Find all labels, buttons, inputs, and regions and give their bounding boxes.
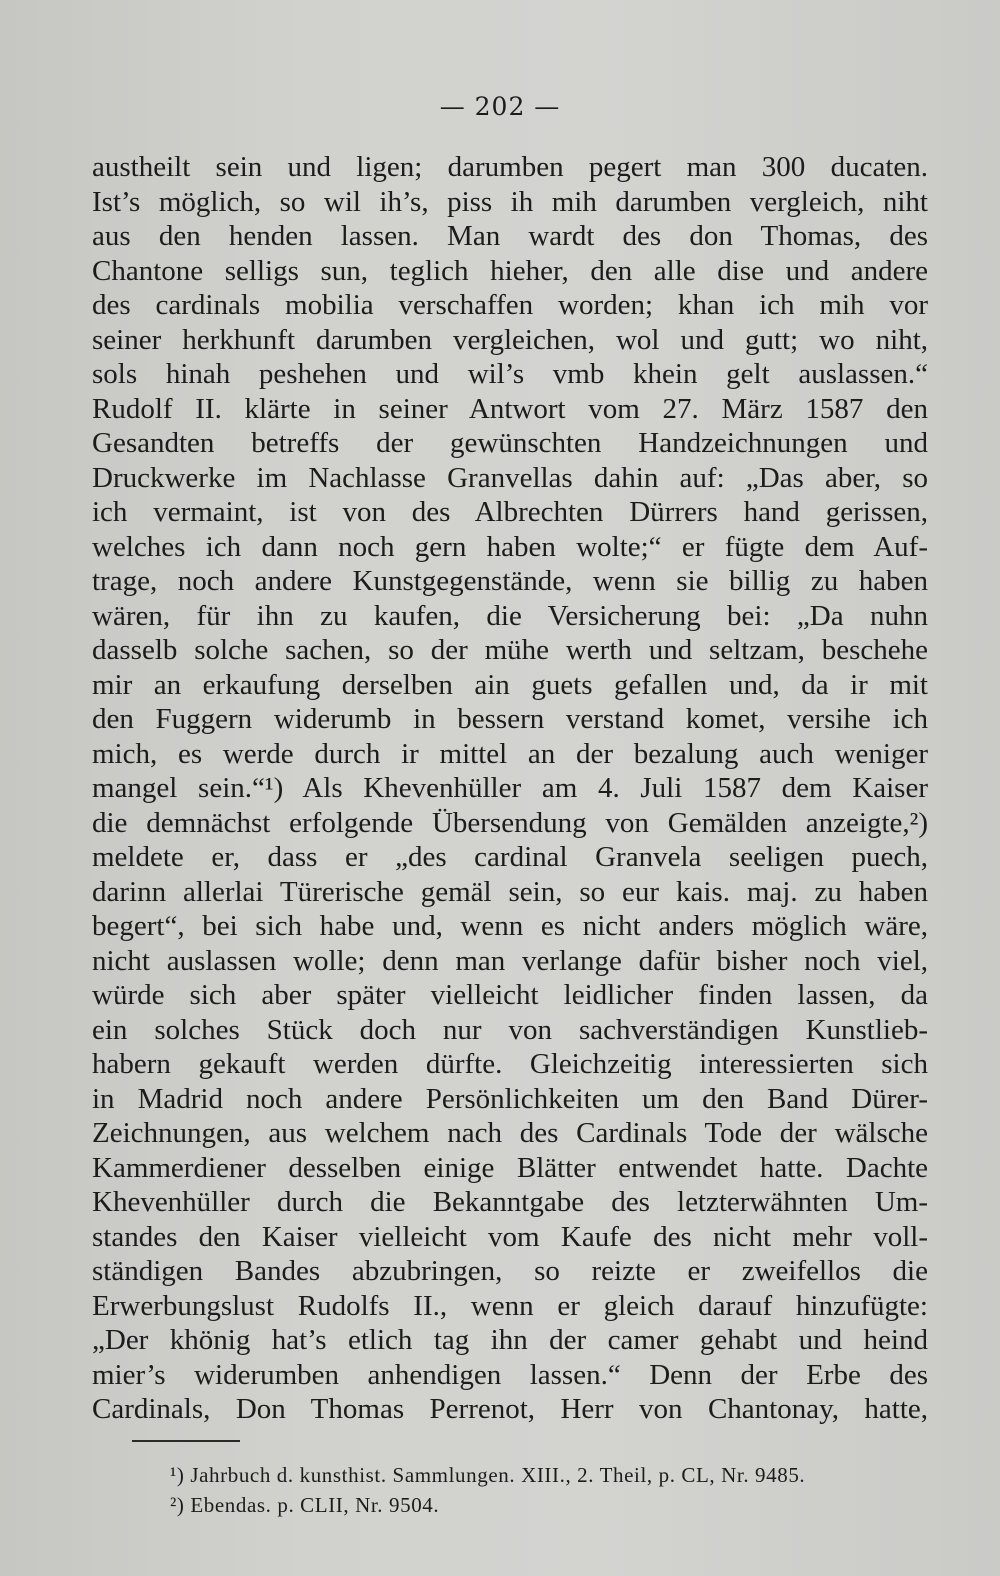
text-line: nicht auslassen wolle; denn man verlange dafür bisher noch viel, [92,944,928,977]
text-line: des cardinals mobilia verschaffen worden; khan ich mih vor [92,289,928,321]
text-line: in Madrid noch andere Persönlichkeiten um den Band Dürer- [92,1082,928,1115]
text-line: ein solches Stück doch nur von sachverständigen Kunstlieb- [92,1013,928,1046]
text-line: seiner herkhunft darumben vergleichen, wol und gutt; wo niht, [92,323,928,356]
text-line: darinn allerlai Türerische gemäl sein, so eur kais. maj. zu haben [92,875,928,908]
text-line: würde sich aber später vielleicht leidlicher finden lassen, da [92,979,928,1011]
text-line: Chantone selligs sun, teglich hieher, den alle dise und andere [92,254,928,287]
footnote-divider [132,1440,240,1442]
text-line: ständigen Bandes abzubringen, so reizte er zweifellos die [92,1255,928,1287]
text-line: „Der khönig hat’s etlich tag ihn der camer gehabt und heind [92,1324,928,1356]
footnotes [170,1460,930,1520]
text-line: mangel sein.“¹) Als Khevenhüller am 4. Juli 1587 dem Kaiser [92,772,928,804]
text-line: Druckwerke im Nachlasse Granvellas dahin auf: „Das aber, so [92,461,928,494]
text-line: die demnächst erfolgende Übersendung von Gemälden anzeigte,²) [92,806,928,839]
text-line: Erwerbungslust Rudolfs II., wenn er gleich darauf hinzufügte: [92,1289,928,1322]
text-line: mich, es werde durch ir mittel an der bezalung auch weniger [92,737,928,770]
text-line: den Fuggern widerumb in bessern verstand komet, versihe ich [92,703,928,735]
text-line: welches ich dann noch gern haben wolte;“ er fügte dem Auf- [92,530,928,563]
text-line: meldete er, dass er „des cardinal Granvela seeligen puech, [92,841,928,873]
text-line: Rudolf II. klärte in seiner Antwort vom 27. März 1587 den [92,392,928,425]
text-line: Khevenhüller durch die Bekanntgabe des letzterwähnten Um- [92,1186,928,1218]
text-line: standes den Kaiser vielleicht vom Kaufe des nicht mehr voll- [92,1220,928,1253]
text-line: Zeichnungen, aus welchem nach des Cardinals Tode der wälsche [92,1117,928,1149]
text-line: sols hinah peshehen und wil’s vmb khein gelt auslassen.“ [92,358,928,390]
text-line: Gesandten betreffs der gewünschten Handzeichnungen und [92,427,928,459]
text-line: Kammerdiener desselben einige Blätter entwendet hatte. Dachte [92,1151,928,1184]
text-line: habern gekauft werden dürfte. Gleichzeitig interessierten sich [92,1048,928,1080]
main-text [92,150,928,1427]
footnote: ²) Ebendas. p. CLII, Nr. 9504. [170,1493,440,1517]
text-line: Cardinals, Don Thomas Perrenot, Herr von Chantonay, hatte, [92,1393,928,1425]
text-line: mier’s widerumben anhendigen lassen.“ Denn der Erbe des [92,1358,928,1391]
text-line: trage, noch andere Kunstgegenstände, wenn sie billig zu haben [92,565,928,597]
text-line: mir an erkaufung derselben ain guets gefallen und, da ir mit [92,668,928,701]
text-line: begert“, bei sich habe und, wenn es nicht anders möglich wäre, [92,910,928,942]
text-line: dasselb solche sachen, so der mühe werth und seltzam, beschehe [92,634,928,666]
footnote: ¹) Jahrbuch d. kunsthist. Sammlungen. XIII., 2. Theil, p. CL, Nr. 9485. [170,1463,806,1487]
page-number: — 202 — [439,92,561,121]
text-line: ich vermaint, ist von des Albrechten Dürrers hand gerissen, [92,496,928,528]
text-line: aus den henden lassen. Man wardt des don Thomas, des [92,220,928,252]
text-line: wären, für ihn zu kaufen, die Versicherung bei: „Da nuhn [92,599,928,632]
text-line: Ist’s möglich, so wil ih’s, piss ih mih darumben vergleich, niht [92,185,928,218]
text-line: austheilt sein und ligen; darumben pegert man 300 ducaten. [92,151,928,183]
